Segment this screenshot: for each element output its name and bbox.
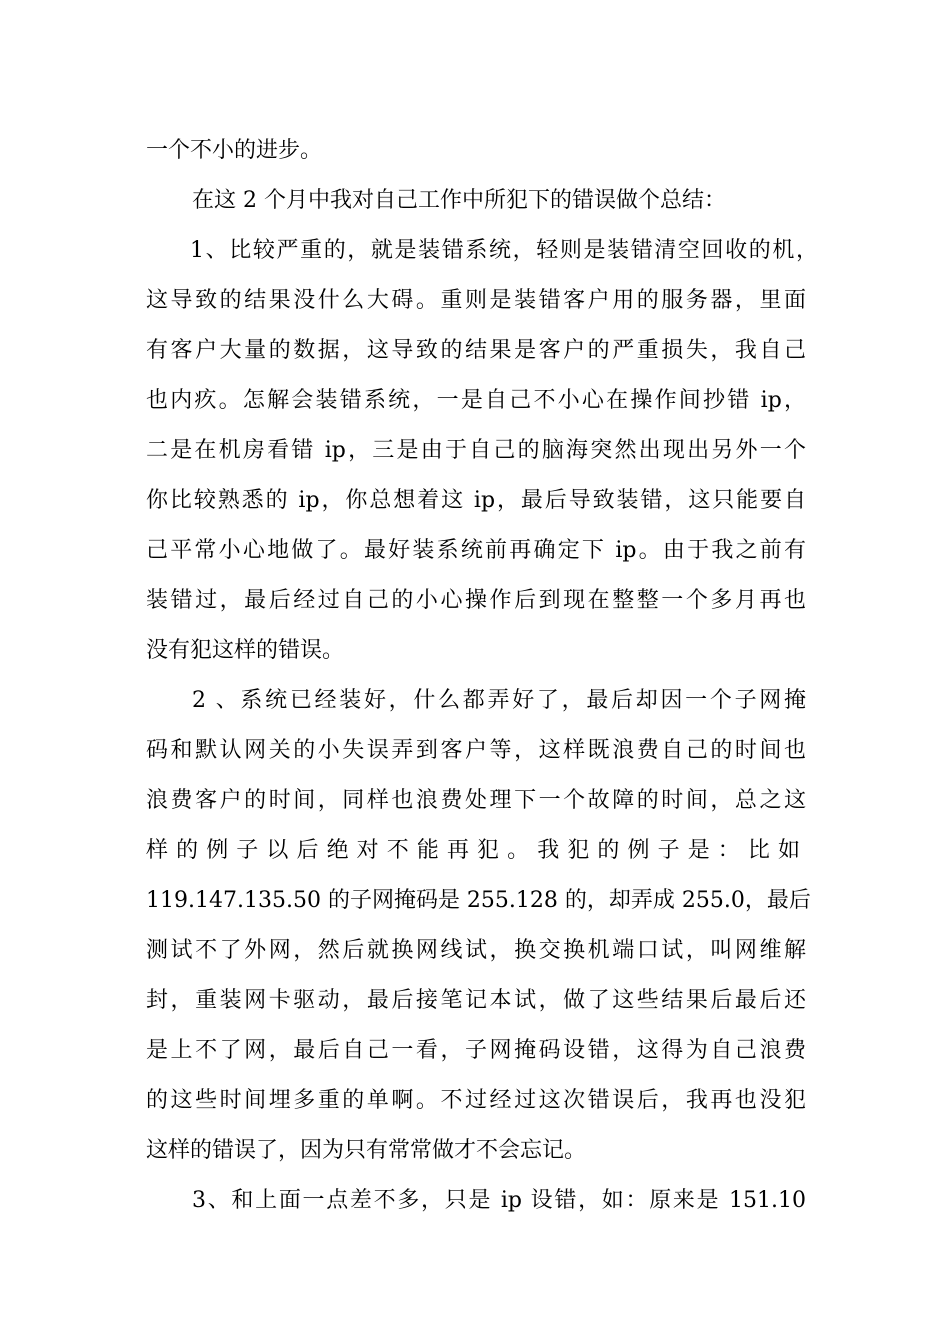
text-line: 这导致的结果没什么大碍。重则是装错客户用的服务器，里面 (146, 288, 806, 313)
text-line: 码和默认网关的小失误弄到客户等，这样既浪费自己的时间也 (146, 738, 806, 763)
text-line: 2 、系统已经装好，什么都弄好了，最后却因一个子网掩 (192, 688, 806, 713)
text-line: 装错过，最后经过自己的小心操作后到现在整整一个多月再也 (146, 588, 806, 613)
text-line: 没有犯这样的错误。 (146, 638, 345, 663)
text-line: 样的例子以后绝对不能再犯。我犯的例子是：比如 (146, 838, 806, 863)
text-line: 1、比较严重的，就是装错系统，轻则是装错清空回收的机， (190, 238, 818, 263)
text-line: 也内疚。怎解会装错系统，一是自己不小心在操作间抄错 ip， (146, 388, 806, 413)
text-line: 是上不了网，最后自己一看，子网掩码设错，这得为自己浪费 (146, 1038, 806, 1063)
text-line: 119.147.135.50 的子网掩码是 255.128 的，却弄成 255.0，最后 (146, 888, 811, 913)
text-line: 3、和上面一点差不多，只是 ip 设错，如：原来是 151.10 (192, 1188, 806, 1213)
text-line: 的这些时间埋多重的单啊。不过经过这次错误后，我再也没犯 (146, 1088, 806, 1113)
text-line: 有客户大量的数据，这导致的结果是客户的严重损失，我自己 (146, 338, 806, 363)
text-line: 一个不小的进步。 (146, 138, 323, 163)
text-line: 在这 2 个月中我对自己工作中所犯下的错误做个总结： (192, 188, 726, 213)
text-line: 封，重装网卡驱动，最后接笔记本试，做了这些结果后最后还 (146, 988, 806, 1013)
text-line: 这样的错误了，因为只有常常做才不会忘记。 (146, 1138, 587, 1163)
text-line: 己平常小心地做了。最好装系统前再确定下 ip。由于我之前有 (146, 538, 806, 563)
text-line: 测试不了外网，然后就换网线试，换交换机端口试，叫网维解 (146, 938, 806, 963)
text-line: 二是在机房看错 ip，三是由于自己的脑海突然出现出另外一个 (146, 438, 806, 463)
text-line: 你比较熟悉的 ip，你总想着这 ip，最后导致装错，这只能要自 (146, 488, 806, 513)
text-line: 浪费客户的时间，同样也浪费处理下一个故障的时间，总之这 (146, 788, 806, 813)
